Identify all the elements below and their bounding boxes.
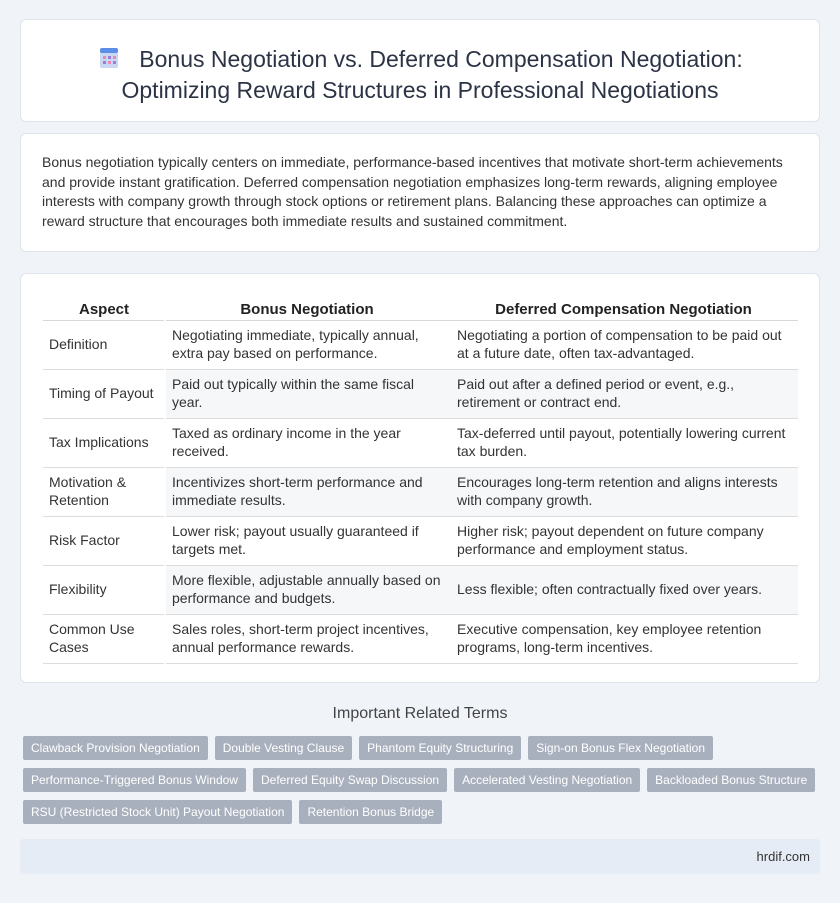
- cell-bonus: Lower risk; payout usually guaranteed if targets met.: [165, 516, 449, 565]
- cell-bonus: More flexible, adjustable annually based on performance and budgets.: [165, 565, 449, 614]
- page-title: Bonus Negotiation vs. Deferred Compensation Negotiation: Optimizing Reward Structures in Professional Negotiations: [21, 44, 819, 106]
- related-term-tag[interactable]: Retention Bonus Bridge: [299, 800, 442, 824]
- cell-deferred: Paid out after a defined period or event, e.g., retirement or contract end.: [449, 369, 798, 418]
- table-row: [43, 565, 798, 614]
- cell-bonus: Taxed as ordinary income in the year received.: [165, 418, 449, 467]
- related-terms-title: Important Related Terms: [332, 705, 508, 722]
- cell-deferred: Executive compensation, key employee retention programs, long-term incentives.: [449, 614, 798, 663]
- comparison-table: [43, 294, 798, 664]
- footer: [20, 839, 820, 874]
- cell-deferred: Encourages long-term retention and aligns interests with company growth.: [449, 467, 798, 516]
- cell-aspect: Risk Factor: [43, 516, 165, 565]
- table-row: [43, 614, 798, 663]
- cell-aspect: Tax Implications: [43, 418, 165, 467]
- related-term-tag[interactable]: Sign-on Bonus Flex Negotiation: [528, 736, 713, 760]
- summary-text: Bonus negotiation typically centers on immediate, performance-based incentives that motivate short-term achievements and provide instant gratification. Deferred compensation negotiation emphasizes long-term rewards, aligning employee interests with company growth through stock options or retirement plans. Balancing these approaches can optimize a reward structure that encourages both immediate results and sustained commitment.: [42, 154, 783, 229]
- cell-deferred: Negotiating a portion of compensation to be paid out at a future date, often tax-advantaged.: [449, 320, 798, 369]
- related-term-tag[interactable]: Backloaded Bonus Structure: [647, 768, 815, 792]
- cell-aspect: Flexibility: [43, 565, 165, 614]
- table-row: [43, 467, 798, 516]
- related-term-tag[interactable]: Performance-Triggered Bonus Window: [23, 768, 246, 792]
- footer-site-link[interactable]: hrdif.com: [756, 849, 810, 864]
- cell-bonus: Paid out typically within the same fiscal year.: [165, 369, 449, 418]
- summary-card: [20, 133, 820, 252]
- table-row: [43, 320, 798, 369]
- related-term-tag[interactable]: Accelerated Vesting Negotiation: [454, 768, 640, 792]
- header-deferred: Deferred Compensation Negotiation: [449, 294, 798, 320]
- table-row: [43, 418, 798, 467]
- related-term-tag[interactable]: Clawback Provision Negotiation: [23, 736, 208, 760]
- book-icon: [97, 46, 121, 70]
- cell-aspect: Timing of Payout: [43, 369, 165, 418]
- cell-bonus: Incentivizes short-term performance and immediate results.: [165, 467, 449, 516]
- table-header-row: [43, 294, 798, 320]
- related-term-tag[interactable]: RSU (Restricted Stock Unit) Payout Negotiation: [23, 800, 292, 824]
- cell-aspect: Motivation & Retention: [43, 467, 165, 516]
- header-aspect: Aspect: [43, 294, 165, 320]
- cell-bonus: Negotiating immediate, typically annual, extra pay based on performance.: [165, 320, 449, 369]
- cell-deferred: Higher risk; payout dependent on future company performance and employment status.: [449, 516, 798, 565]
- title-card: [20, 19, 820, 122]
- cell-deferred: Tax-deferred until payout, potentially lowering current tax burden.: [449, 418, 798, 467]
- cell-bonus: Sales roles, short-term project incentives, annual performance rewards.: [165, 614, 449, 663]
- related-term-tag[interactable]: Double Vesting Clause: [215, 736, 352, 760]
- related-term-tag[interactable]: Deferred Equity Swap Discussion: [253, 768, 447, 792]
- related-terms-list: [23, 736, 823, 832]
- cell-aspect: Definition: [43, 320, 165, 369]
- table-row: [43, 369, 798, 418]
- cell-deferred: Less flexible; often contractually fixed over years.: [449, 565, 798, 614]
- table-row: [43, 516, 798, 565]
- related-term-tag[interactable]: Phantom Equity Structuring: [359, 736, 521, 760]
- cell-aspect: Common Use Cases: [43, 614, 165, 663]
- comparison-table-card: [20, 273, 820, 683]
- header-bonus: Bonus Negotiation: [165, 294, 449, 320]
